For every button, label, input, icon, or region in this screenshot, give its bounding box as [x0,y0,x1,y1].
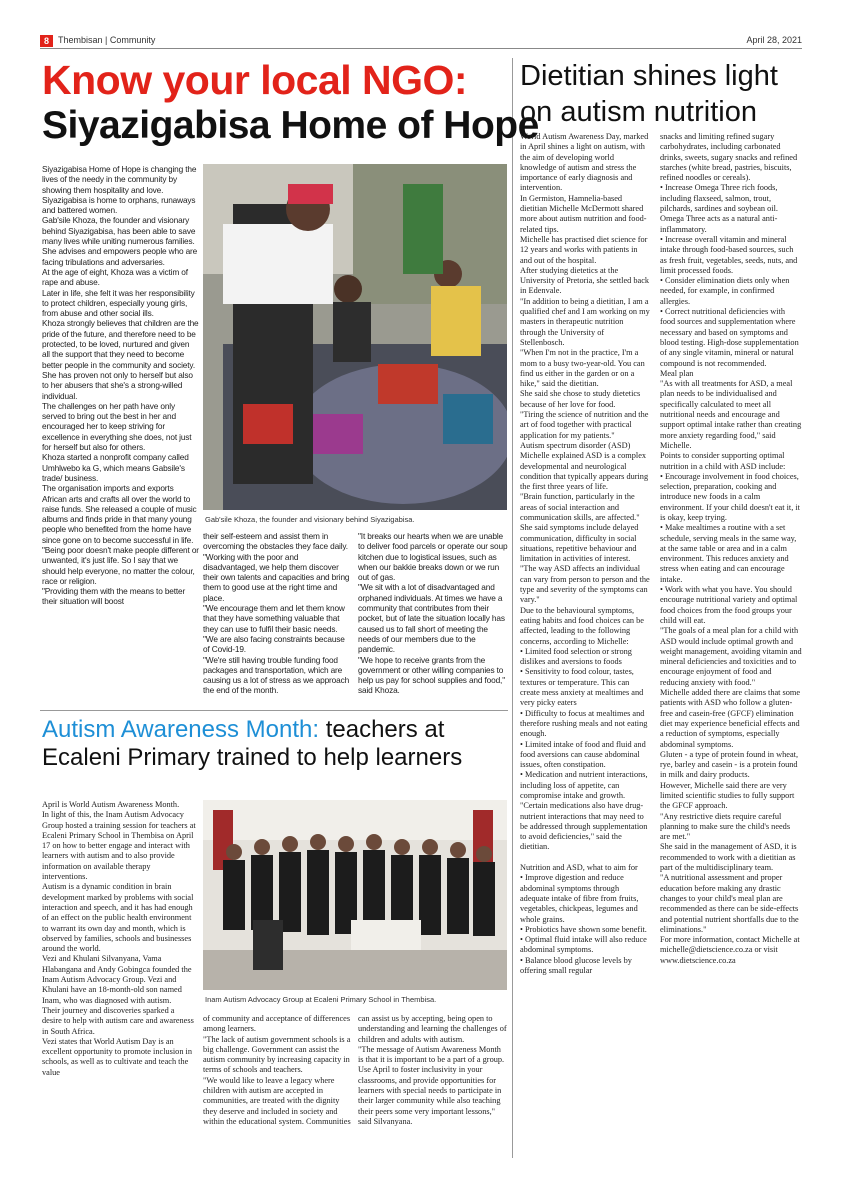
ngo-body-col3: "It breaks our hearts when we are unable to deliver food parcels or operate our soup kitchen due to logistical issues, such as when our bakkie breaks down or we run out of gas. "We sit with a lot of disadvantaged and orphaned individuals. At times we have a community that contributes from their pocket, but of late the situation locally has caused us to fall short of meeting the needs of our members due to the pandemic. "We hope to receive grants from the government or other willing companies to help us pay for school supplies and food," said Khoza. [358,531,508,696]
ngo-body-col1: Siyazigabisa Home of Hope is changing the lives of the needy in the community by showing them hospitality and love. Siyazigabisa is home to orphans, runaways and battered women. Gab'sile Khoza, the founder and visionary behind Siyazigabisa, has been able to save many lives while uniting numerous families. She advises and empowers people who are facing tribulations and adversaries. At the age of eight, Khoza was a victim of rape and abuse. Later in life, she felt it was her responsibility to protect children, especially young girls, from abuse and other social ills. Khoza strongly believes that children are the pride of the future, and therefore need to be protected, to be loved, nurtured and given all the support that they need to become better people in the community and society. She has proven not only to herself but also to her abusers that she's a strong-willed individual. The challenges on her path have only served to bring out the best in her and encouraged her to keep striving for excellence in everything she does, not just for herself but also for others. Khoza started a nonprofit company called Umhlwebo ka G, which means Gabsile's trade/ business. The organisation imports and exports African arts and crafts all over the world to raise funds. She released a couple of music albums and finds pride in that many young people who benefited from the home have since gone on to become successful in life. "Being poor doesn't make people different or unwanted, it's just life. So I say that we should help everyone, no matter the colour, race or religion. "Providing them with the means to better their situation will boost [42,164,199,607]
autism-body-col3: can assist us by accepting, being open to understanding and learning the challenges of children and adults with autism. "The message of Autism Awareness Month is that it is important to be a part of a group. Use April to foster inclusivity in your classrooms, and provide opportunities for learners with special needs to participate in their larger community while also teaching their peers some very important lessons," said Silvanyana. [358,1014,507,1126]
ngo-photo [203,164,507,510]
article-divider [40,710,508,711]
page-header [40,35,802,49]
autism-photo-caption: Inam Autism Advocacy Group at Ecaleni Primary School in Thembisa. [205,995,437,1004]
section-label: Thembisan | Community [58,35,156,45]
page-number: 8 [40,35,53,47]
autism-photo [203,800,507,990]
ngo-body-col2: their self-esteem and assist them in overcoming the obstacles they face daily. "Working with the poor and disadvantaged, we help them discover their own talents and capacities and bring them to good use at the right time and place. "We encourage them and let them know that they have something valuable that they can use to fulfil their basic needs. "We are also facing constraints because of Covid-19. "We're still having trouble funding food packages and transportation, which are causing us a lot of stress as we approach the end of the month. [203,531,350,696]
autism-body-col2: of community and acceptance of differences among learners. "The lack of autism government schools is a big challenge. Government can assist the autism community by increasing capacity in terms of schools and teachers. "We would like to leave a legacy where children with autism are accepted in communities, are treated with the dignity they deserve and included in society and within the educational system. Communities [203,1014,351,1126]
autism-headline-rest: teachers at [319,716,445,743]
ngo-headline-line2: Siyazigabisa Home of Hope [42,104,539,147]
dietitian-headline-line1: Dietitian shines light [520,60,778,92]
autism-headline-line2: Ecaleni Primary trained to help learners [42,744,463,771]
autism-headline-accent: Autism Awareness Month: [42,716,320,743]
ngo-photo-caption: Gab'sile Khoza, the founder and visionary behind Siyazigabisa. [205,515,415,524]
dietitian-body-col1: World Autism Awareness Day, marked in April shines a light on autism, with the aim of developing world knowledge of autism and stress the importance of early diagnosis and intervention. In Germiston, Hamnelia-based dietitian Michelle McDermott shared more about autism nutrition and food-related tips. Michelle has practised diet science for 12 years and works with patients in and out of the hospital. After studying dietetics at the University of Pretoria, she settled back in Edenvale. "In addition to being a dietitian, I am a qualified chef and I am working on my masters in therapeutic nutrition through the University of Stellenbosch. "When I'm not in the practice, I'm a mom to a busy two-year-old. You can find us either in the garden or on a hike," said the dietitian. She said she chose to study dietetics because of her love for food. "Tiring the science of nutrition and the art of food together with practical application for my patients." Autism spectrum disorder (ASD) Michelle explained ASD is a complex developmental and neurological condition that typically appears during the first three years of life. "Brain function, particularly in the areas of social interaction and communication skills, are affected." She said symptoms include delayed communication, difficulty in social situations, repetitive behaviour and limitation in activities of interest. "The way ASD affects an individual can vary from person to person and the type and severity of the symptoms can vary." Due to the behavioural symptoms, eating habits and food choices can be affected, leading to the following concerns, according to Michelle: • Limited food selection or strong dislikes and aversions to foods • Sensitivity to food colour, tastes, textures or temperature. This can create mess anxiety at mealtimes and very picky eaters • Difficulty to focus at mealtimes and therefore rushing meals and not eating enough. • Limited intake of food and fluid and food aversions can cause abdominal issues, often constipation. • Medication and nutrient interactions, including loss of appetite, can compromise intake and growth. "Certain medications also have drug-nutrient interactions that may need to be addressed through supplementation to avoid deficiencies," said the dietitian. Nutrition and ASD, what to aim for • Improve digestion and reduce abdominal symptoms through adequate intake of fibre from fruits, vegetables, chickpeas, legumes and whole grains. • Probiotics have shown some benefit. • Optimal fluid intake will also reduce abdominal symptoms. • Balance blood glucose levels by offering small regular [520,132,650,976]
dietitian-headline-line2: on autism nutrition [520,96,757,128]
column-divider [512,58,513,1158]
ngo-headline-line1: Know your local NGO: [42,57,468,103]
dietitian-body-col2: snacks and limiting refined sugary carbohydrates, including carbonated drinks, sweets, sugary snacks and refined starches (white bread, pastries, biscuits, refined noodles or cereals). • Increase Omega Three rich foods, including flaxseed, salmon, trout, pilchards, sardines and soybean oil. Omega Three acts as a natural anti-inflammatory. • Increase overall vitamin and mineral intake through food-based sources, such as fresh fruit, vegetables, seeds, nuts, and limit processed foods. • Consider elimination diets only when needed, for example, in confirmed allergies. • Correct nutritional deficiencies with food sources and supplementation where necessary and based on symptoms and blood testing. High-dose supplementation of any single vitamin, mineral or natural compound is not recommended. Meal plan "As with all treatments for ASD, a meal plan needs to be individualised and specifically calculated to meet all nutritional needs and encourage and support optimal intake rather than creating more anxiety regarding food," said Michelle. Points to consider supporting optimal nutrition in a child with ASD include: • Encourage involvement in food choices, selection, preparation, cooking and introduce new foods in a calm environment. If your child doesn't eat it, it is okay, keep trying. • Make mealtimes a routine with a set schedule, serving meals in the same way, at the same table or area and in a calm environment. This reduces anxiety and stress when eating and can encourage intake. • Work with what you have. You should encourage nutritional variety and optimal food choices from the food groups your child will eat. "The goals of a meal plan for a child with ASD would include optimal growth and weight management, avoiding vitamin and mineral deficiencies and toxicities and to encourage enjoyment of food and reducing anxiety with food." Michelle added there are claims that some patients with ASD who follow a gluten-free and casein-free (GFCF) elimination diet may experience beneficial effects and a reduction of symptoms, especially abdominal symptoms. Gluten - a type of protein found in wheat, rye, barley and casein - is a protein found in milk and dairy products. However, Michelle said there are very limited scientific studies to fully support the GFCF approach. "Any restrictive diets require careful planning to make sure the child's needs are met." She said in the management of ASD, it is recommended to work with a dietitian as part of the multidisciplinary team. "A nutritional assessment and proper education before making any drastic changes to your child's meal plan are recommended as there can be side-effects and potential nutrient shortfalls due to the eliminations." For more information, contact Michelle at michelle@dietscience.co.za or visit www.dietscience.co.za [660,132,802,965]
issue-date: April 28, 2021 [746,35,802,45]
autism-headline-line1 [42,716,444,744]
autism-body-col1: April is World Autism Awareness Month. In light of this, the Inam Autism Advocacy Group hosted a training session for teachers at Ecaleni Primary School in Thembisa on April 17 on how to better engage and interact with learners with autism and to also provide information on available therapy interventions. Autism is a dynamic condition in brain development marked by problems with social interaction and speech, and it has had enough of an effect on the public health environment to warrant its own day and month, which is observed by families, schools and businesses around the world. Vezi and Khulani Silvanyana, Vama Hlabangana and Andy Gobingca founded the Inam Autism Advocacy Group. Vezi and Khulani have an 18-month-old son named Inam, who was diagnosed with autism. Their journey and discoveries sparked a desire to help with autism care and awareness in South Africa. Vezi states that World Autism Day is an excellent opportunity to promote inclusion in schools, as well as to cultivate and teach the value [42,800,196,1077]
